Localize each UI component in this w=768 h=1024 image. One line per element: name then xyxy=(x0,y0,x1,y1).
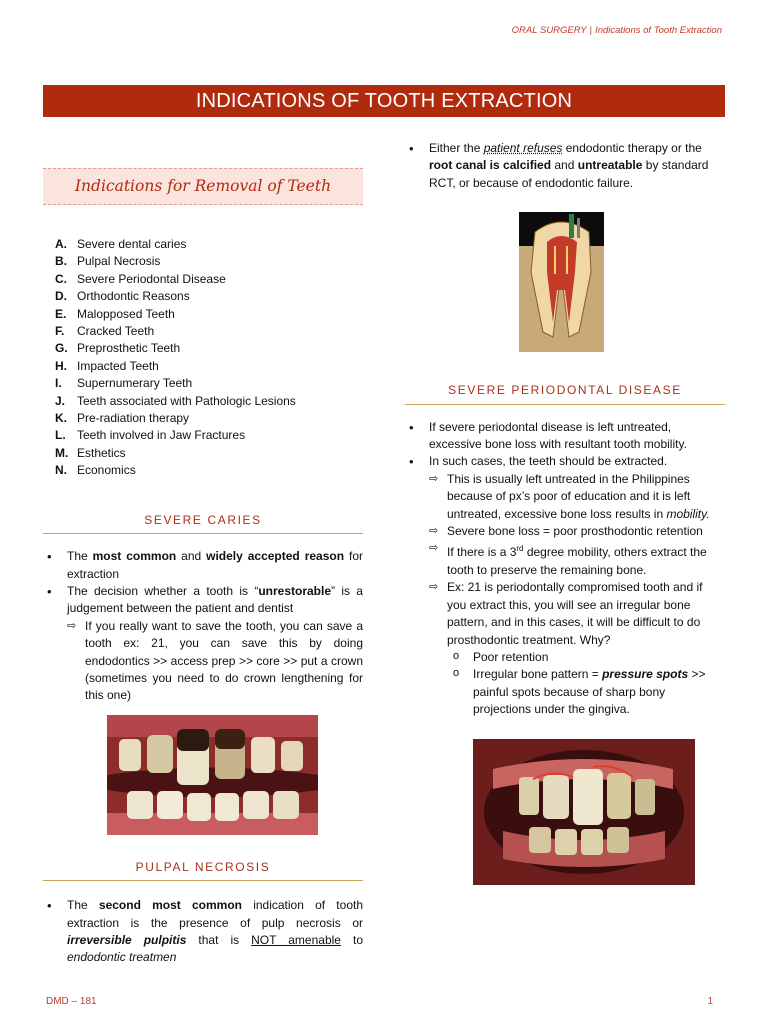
dotted-underline-text: patient refuses xyxy=(483,141,563,155)
list-letter: B. xyxy=(55,254,67,269)
list-item xyxy=(43,897,363,967)
list-text: Pulpal Necrosis xyxy=(77,254,161,269)
list-letter: K. xyxy=(55,411,67,426)
text: Ex: 21 is periodontally compromised tooth and if you extract this, you will see an irregular bone pattern, and in this cases, it will be difficult to do prosthodontic treatment. Why? xyxy=(447,580,703,647)
endo-failure-list xyxy=(405,140,725,192)
list-item xyxy=(55,427,363,444)
perio-list xyxy=(405,419,725,719)
header-topic: Indications of Tooth Extraction xyxy=(595,25,722,36)
text: ” is a judgement between the patient and dentist xyxy=(67,583,363,616)
list-letter: I. xyxy=(55,376,62,391)
tooth-cross-section-image xyxy=(519,212,604,352)
list-item xyxy=(55,323,363,340)
list-letter: M. xyxy=(55,445,69,460)
list-letter: N. xyxy=(55,463,67,478)
list-item xyxy=(429,540,725,579)
list-item: o Poor retention xyxy=(447,649,725,666)
bold-text: untreatable xyxy=(577,158,643,173)
list-letter: C. xyxy=(55,271,67,286)
text: that is xyxy=(186,932,252,947)
list-item xyxy=(55,253,363,270)
list-item xyxy=(55,288,363,305)
sub-list xyxy=(429,471,725,719)
text: This is usually left untreated in the Philippines because of px’s poor of education and it is left untreated, excessive bone loss results in xyxy=(447,471,691,521)
list-letter: E. xyxy=(55,306,67,321)
list-text: Teeth involved in Jaw Fractures xyxy=(77,428,246,443)
indications-box-title: Indications for Removal of Teeth xyxy=(43,168,363,205)
text: Either the xyxy=(429,141,484,155)
indications-list xyxy=(55,236,363,480)
left-column xyxy=(43,150,363,967)
running-header xyxy=(512,25,722,36)
right-column xyxy=(405,140,725,885)
text: endodontic therapy or the xyxy=(562,141,702,155)
text: and xyxy=(551,158,578,173)
list-item xyxy=(55,236,363,253)
sub-sub-list xyxy=(447,649,725,719)
footer-course-code: DMD – 181 xyxy=(46,996,97,1007)
text: The decision whether a tooth is “ xyxy=(67,583,259,598)
tooth-cross-section-illustration xyxy=(519,212,604,352)
text: and xyxy=(176,549,207,564)
list-text: Teeth associated with Pathologic Lesions xyxy=(77,393,296,408)
list-text: Orthodontic Reasons xyxy=(77,289,190,304)
list-text: Supernumerary Teeth xyxy=(77,376,193,391)
list-item xyxy=(43,583,363,705)
text: for extraction xyxy=(67,549,363,581)
perio-heading: SEVERE PERIODONTAL DISEASE xyxy=(405,382,725,404)
page-number: 1 xyxy=(707,996,713,1007)
list-item xyxy=(55,462,363,479)
pulpal-necrosis-heading: PULPAL NECROSIS xyxy=(43,859,363,881)
periodontal-disease-photo xyxy=(473,739,695,885)
list-item xyxy=(55,375,363,392)
list-item xyxy=(55,306,363,323)
list-letter: D. xyxy=(55,289,67,304)
list-text: Preprosthetic Teeth xyxy=(77,341,181,356)
list-item: ⇨ Severe bone loss = poor prosthodontic retention xyxy=(429,523,725,540)
bold-text: unrestorable xyxy=(258,583,332,598)
text: degree mobility, others extract the tooth to preserve the remaining bone. xyxy=(447,545,707,577)
list-item xyxy=(405,453,725,718)
list-letter: L. xyxy=(55,428,66,443)
bold-italic-text: pressure spots xyxy=(602,667,689,682)
bold-text: root canal is calcified xyxy=(429,158,552,173)
text: by standard RCT, or because of endodontic failure. xyxy=(429,158,709,190)
list-item xyxy=(55,358,363,375)
list-text: Economics xyxy=(77,463,136,478)
list-letter: H. xyxy=(55,358,67,373)
text: If there is a 3 xyxy=(447,545,517,560)
list-item xyxy=(429,579,725,718)
list-item xyxy=(55,393,363,410)
pulpal-necrosis-list xyxy=(43,897,363,967)
italic-text: mobility. xyxy=(666,506,710,521)
page-title: INDICATIONS OF TOOTH EXTRACTION xyxy=(43,85,725,117)
list-item xyxy=(55,271,363,288)
list-text: Esthetics xyxy=(77,445,126,460)
list-letter: F. xyxy=(55,324,65,339)
list-item: • If severe periodontal disease is left untreated, excessive bone loss with resultant tooth mobility. xyxy=(405,419,725,454)
text: Irregular bone pattern = xyxy=(473,667,603,682)
periodontal-disease-illustration xyxy=(473,739,695,885)
text: The xyxy=(67,549,93,564)
carious-teeth-photo xyxy=(107,715,318,835)
text: In such cases, the teeth should be extracted. xyxy=(429,454,668,469)
list-text: Cracked Teeth xyxy=(77,324,155,339)
list-letter: G. xyxy=(55,341,68,356)
list-text: Impacted Teeth xyxy=(77,358,159,373)
severe-caries-list xyxy=(43,548,363,705)
list-item xyxy=(55,410,363,427)
header-course: ORAL SURGERY xyxy=(511,25,587,36)
bold-text: most common xyxy=(92,549,177,564)
carious-teeth-illustration xyxy=(107,715,318,835)
list-letter: J. xyxy=(55,393,66,408)
text: to xyxy=(340,932,363,947)
list-item xyxy=(405,140,725,192)
list-item: ⇨ If you really want to save the tooth, you can save a tooth ex: 21, you can save this by doing endodontics >> access prep >> core >> put a crown (sometimes you need to do crown lengthening for this one) xyxy=(67,618,363,705)
list-text: Malopposed Teeth xyxy=(77,306,175,321)
list-item xyxy=(55,340,363,357)
list-text: Severe dental caries xyxy=(77,237,187,251)
list-item xyxy=(447,666,725,718)
severe-caries-heading: SEVERE CARIES xyxy=(43,512,363,534)
header-separator: | xyxy=(589,25,593,36)
underlined-text: NOT amenable xyxy=(251,932,341,947)
list-letter: A. xyxy=(55,237,67,251)
list-item xyxy=(43,548,363,583)
list-item xyxy=(429,471,725,523)
text: indication of tooth extraction is the presence of pulp necrosis or xyxy=(67,898,363,930)
sub-list xyxy=(67,618,363,705)
bold-italic-text: irreversible pulpitis xyxy=(67,932,187,947)
text: The xyxy=(67,898,99,913)
list-item xyxy=(55,445,363,462)
bold-text: widely accepted reason xyxy=(206,549,345,564)
superscript: rd xyxy=(516,544,524,554)
text: >> painful spots because of sharp bony projections under the gingiva. xyxy=(473,667,706,717)
list-text: Pre-radiation therapy xyxy=(77,411,190,426)
list-text: Severe Periodontal Disease xyxy=(77,271,226,286)
bold-text: second most common xyxy=(98,898,242,913)
italic-text: endodontic treatmen xyxy=(67,950,177,965)
